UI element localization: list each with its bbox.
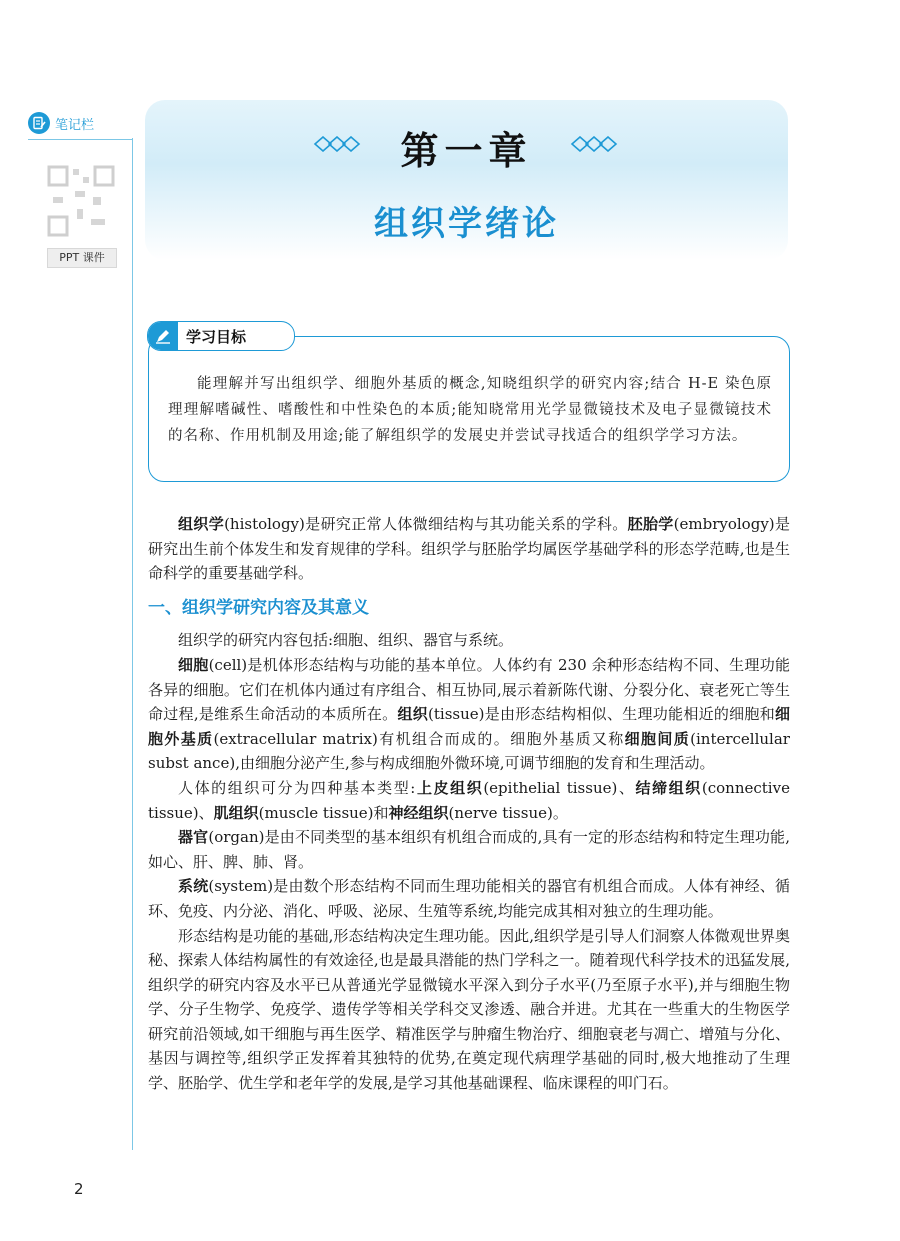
cell-text: (cell)是机体形态结构与功能的基本单位。人体约有 230 余种形态结构不同、生理功能各异的细胞。它们在机体内通过有序组合、相互协同,展示着新陈代谢、分裂分化、衰老死亡等生命过程,是维系生命活动的本质所在。 (148, 655, 790, 724)
pencil-icon (148, 322, 178, 350)
term-intercellular: 细胞间质 (624, 729, 691, 748)
ecm-text: (extracellular matrix)有机组合而成的。细胞外基质又称 (213, 729, 625, 748)
term-epithelial: 上皮组织 (415, 778, 484, 797)
organ-text: (organ)是由不同类型的基本组织有机组合而成的,具有一定的形态结构和特定生理功能,如心、肝、脾、肺、肾。 (148, 828, 790, 871)
term-ecm: 细胞外基质 (148, 705, 790, 748)
intro-text-2: (embryology)是研究出生前个体发生和发育规律的学科。组织学与胚胎学均属医学基础学科的形态学范畴,也是生命科学的重要基础学科。 (148, 515, 790, 583)
intro-paragraph (148, 512, 790, 586)
paragraph-tissue-types (148, 776, 790, 825)
page-number: 2 (74, 1180, 84, 1198)
main-content (148, 512, 790, 1096)
ppt-courseware-label[interactable]: PPT 课件 (47, 248, 117, 268)
paragraph-system (148, 874, 790, 923)
term-embryology: 胚胎学 (627, 515, 674, 533)
sidebar-rule (132, 138, 133, 1150)
term-system: 系统 (178, 877, 209, 896)
system-text: (system)是由数个形态结构不同而生理功能相关的器官有机组合而成。人体有神经、循环、免疫、内分泌、消化、呼吸、泌尿、生殖等系统,均能完成其相对独立的生理功能。 (148, 877, 790, 920)
term-muscle: 肌组织 (213, 803, 259, 822)
intro-text-1: (histology)是研究正常人体微细结构与其功能关系的学科。 (224, 515, 628, 533)
tissue-types-text: 人体的组织可分为四种基本类型: (178, 778, 416, 797)
chapter-header (145, 100, 788, 260)
paragraph-organ (148, 825, 790, 874)
section-heading: 一、组织学研究内容及其意义 (148, 597, 369, 618)
term-connective: 结缔组织 (635, 778, 702, 797)
paragraph-significance: 形态结构是功能的基础,形态结构决定生理功能。因此,组织学是引导人们洞察人体微观世界奥秘、探索人体结构属性的有效途径,也是最具潜能的热门学科之一。随着现代科学技术的迅猛发展,组织学的研究内容及水平已从普通光学显微镜水平深入到分子水平(乃至原子水平),并与细胞生物学、分子生物学、免疫学、遗传学等相关学科交叉渗透、融合并进。尤其在一些重大的生物医学研究前沿领域,如干细胞与再生医学、精准医学与肿瘤生物治疗、细胞衰老与凋亡、增殖与分化、基因与调控等,组织学正发挥着其独特的优势,在奠定现代病理学基础的同时,极大地推动了生理学、胚胎学、优生学和老年学的发展,是学习其他基础课程、临床课程的叩门石。 (148, 926, 790, 1093)
nerve-text: (nerve tissue)。 (448, 803, 568, 822)
paragraph-cell (148, 653, 790, 776)
muscle-text: (muscle tissue)和 (258, 803, 389, 822)
objectives-title: 学习目标 (186, 327, 247, 346)
term-histology: 组织学 (178, 515, 225, 533)
chapter-number: 第一章 (400, 128, 533, 173)
chapter-title: 组织学绪论 (374, 204, 559, 244)
tissue-text: (tissue)是由形态结构相似、生理功能相近的细胞和 (428, 705, 775, 724)
intercellular-text: (intercellular subst ance),由细胞分泌产生,参与构成细胞外微环境,可调节细胞的发育和生理活动。 (148, 729, 790, 773)
term-tissue: 组织 (397, 705, 429, 724)
term-cell: 细胞 (178, 655, 209, 674)
objectives-tab (147, 321, 295, 351)
notes-label: 笔记栏 (55, 117, 95, 133)
term-nerve: 神经组织 (388, 803, 449, 822)
notes-icon (28, 112, 50, 134)
paragraph-contents: 组织学的研究内容包括:细胞、组织、器官与系统。 (178, 631, 514, 650)
connective-text: (connective tissue)、 (148, 778, 790, 822)
term-organ: 器官 (178, 828, 209, 847)
qr-code-icon[interactable] (47, 157, 115, 241)
notes-badge (28, 112, 94, 134)
diamond-ornament-right-icon (570, 136, 620, 152)
objectives-text: 能理解并写出组织学、细胞外基质的概念,知晓组织学的研究内容;结合 H-E 染色原理理解嗜碱性、嗜酸性和中性染色的本质;能知晓常用光学显微镜技术及电子显微镜技术的名称、作用机制及用途;能了解组织学的发展史并尝试寻找适合的组织学学习方法。 (168, 376, 772, 444)
epithelial-text: (epithelial tissue)、 (483, 778, 636, 797)
